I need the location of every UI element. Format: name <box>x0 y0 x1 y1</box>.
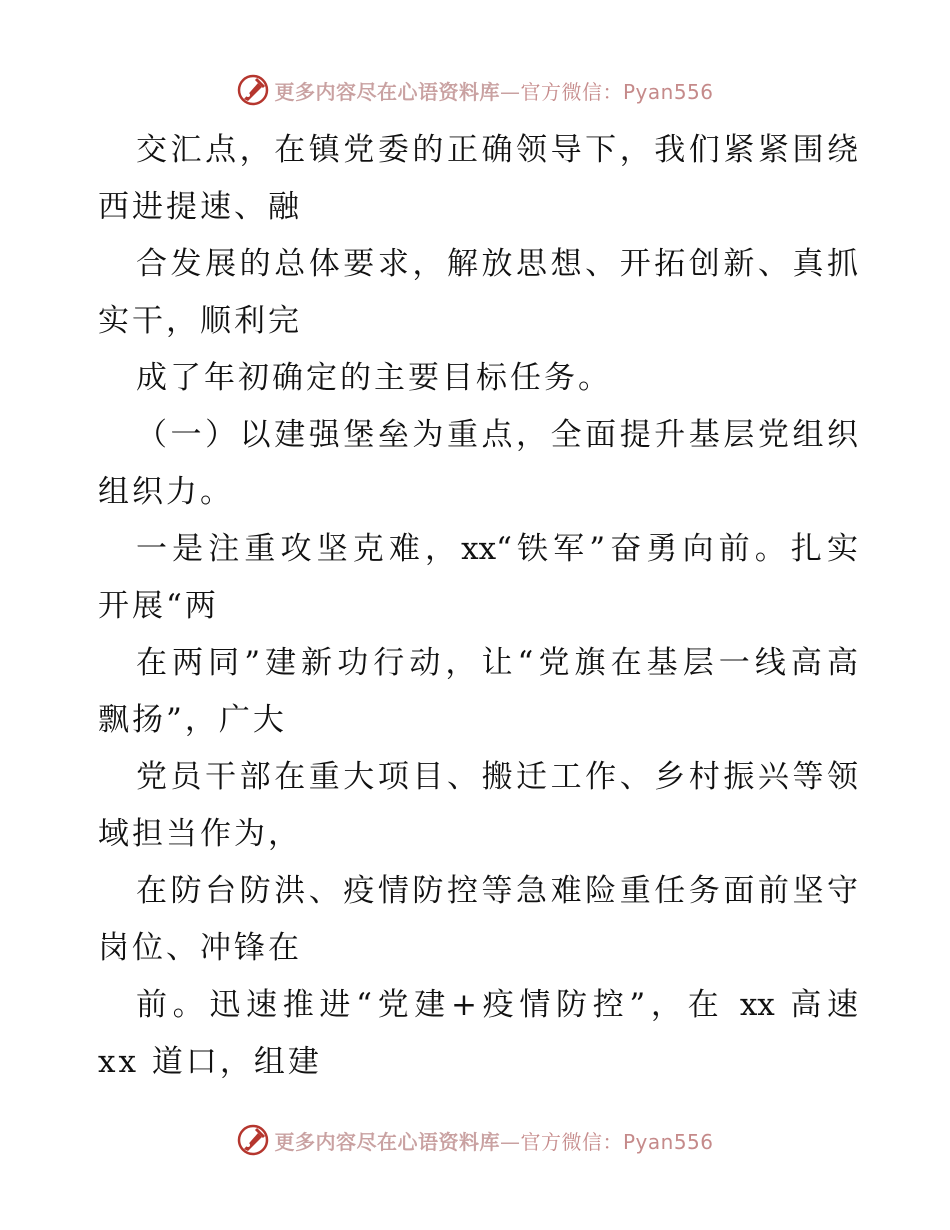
text-line: 飘扬”，广大 <box>98 702 287 738</box>
text-line: 西进提速、融 <box>98 189 302 225</box>
text-line: 前。迅速推进“党建+疫情防控”，在 xx 高速 <box>136 987 858 1023</box>
watermark-dash: — <box>499 1129 521 1154</box>
watermark-official: 官方微信： <box>520 79 623 104</box>
header-watermark-banner <box>0 70 950 110</box>
pen-nib-logo-icon <box>236 1123 270 1157</box>
text-line: 岗位、冲锋在 <box>98 930 302 966</box>
watermark-main: 更多内容尽在心语资料库 <box>274 1129 500 1154</box>
watermark-id: Pyan556 <box>622 79 714 104</box>
watermark-id: Pyan556 <box>622 1129 714 1154</box>
text-line: 域担当作为， <box>98 816 302 852</box>
watermark-official: 官方微信： <box>520 1129 623 1154</box>
text-line: 合发展的总体要求，解放思想、开拓创新、真抓 <box>136 246 858 282</box>
pen-nib-logo-icon <box>236 73 270 107</box>
text-line: （一）以建强堡垒为重点，全面提升基层党组织 <box>136 417 858 453</box>
text-line: 一是注重攻坚克难，xx“铁军”奋勇向前。扎实 <box>136 531 858 567</box>
footer-watermark-banner <box>0 1120 950 1160</box>
watermark-main: 更多内容尽在心语资料库 <box>274 79 500 104</box>
text-line: 成了年初确定的主要目标任务。 <box>136 360 612 396</box>
text-line: 在两同”建新功行动，让“党旗在基层一线高高 <box>136 645 858 681</box>
text-line: xx 道口，组建 <box>98 1044 322 1080</box>
text-line: 组织力。 <box>98 474 234 510</box>
watermark-text <box>274 76 713 105</box>
text-line: 实干，顺利完 <box>98 303 302 339</box>
text-line: 在防台防洪、疫情防控等急难险重任务面前坚守 <box>136 873 858 909</box>
text-line: 党员干部在重大项目、搬迁工作、乡村振兴等领 <box>136 759 858 795</box>
text-line: 开展“两 <box>98 588 219 624</box>
document-body <box>98 122 858 1091</box>
watermark-text <box>274 1126 713 1155</box>
text-line: 交汇点，在镇党委的正确领导下，我们紧紧围绕 <box>136 132 858 168</box>
watermark-dash: — <box>499 79 521 104</box>
